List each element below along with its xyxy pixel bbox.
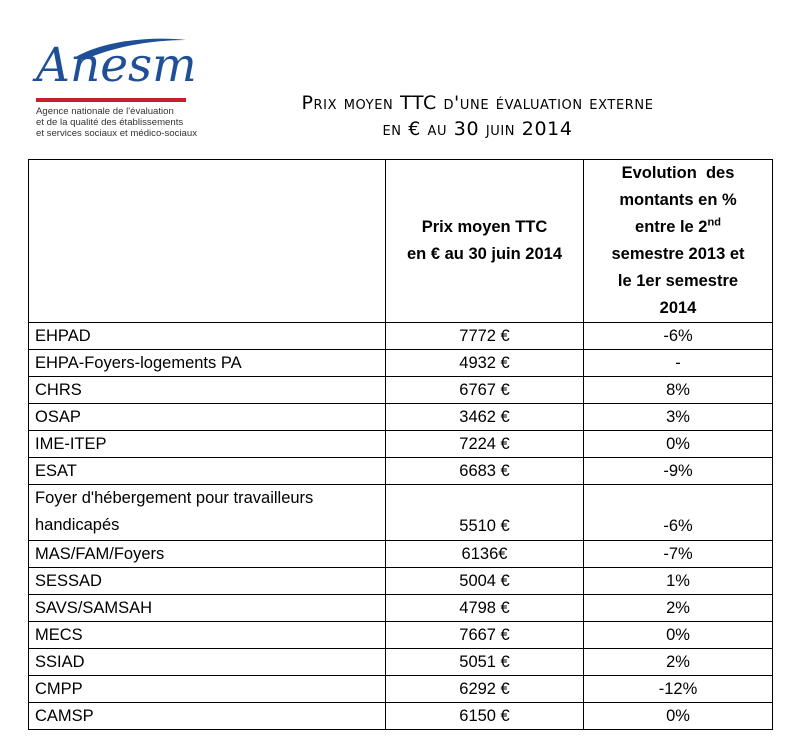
row-evolution: -6% (584, 485, 773, 541)
page-title-line2: en € au 30 juin 2014 (382, 118, 573, 140)
logo-tagline (36, 106, 197, 139)
header-evolution-line4: semestre 2013 et (611, 245, 745, 263)
table-row (29, 703, 773, 730)
table-row (29, 485, 773, 541)
table-row (29, 622, 773, 649)
row-price: 6292 € (386, 676, 584, 703)
table-row (29, 377, 773, 404)
table-header-row (29, 160, 773, 323)
row-price: 4932 € (386, 350, 584, 377)
row-evolution: 3% (584, 404, 773, 431)
table-row (29, 404, 773, 431)
row-evolution: 2% (584, 649, 773, 676)
table-row (29, 676, 773, 703)
row-name: EHPA-Foyers-logements PA (29, 350, 386, 377)
row-price: 7667 € (386, 622, 584, 649)
header-evolution-line6: 2014 (659, 299, 697, 317)
row-name: MAS/FAM/Foyers (29, 541, 386, 568)
row-evolution: 0% (584, 622, 773, 649)
row-name: EHPAD (29, 323, 386, 350)
row-price: 6136€ (386, 541, 584, 568)
row-price: 7224 € (386, 431, 584, 458)
header-evolution-line5: le 1er semestre (617, 272, 739, 290)
header-price-line2: en € au 30 juin 2014 (407, 245, 562, 263)
page-title (210, 90, 745, 142)
row-evolution: 2% (584, 595, 773, 622)
header-cell-price (386, 160, 584, 323)
header-cell-evolution (584, 160, 773, 323)
header-cell-blank (29, 160, 386, 323)
row-name: SESSAD (29, 568, 386, 595)
row-price: 5510 € (386, 485, 584, 541)
row-name: MECS (29, 622, 386, 649)
row-evolution: -7% (584, 541, 773, 568)
row-name: IME-ITEP (29, 431, 386, 458)
row-name: CHRS (29, 377, 386, 404)
row-name (29, 485, 386, 541)
row-price: 6683 € (386, 458, 584, 485)
page-title-line1: Prix moyen TTC d'une évaluation externe (301, 92, 654, 114)
row-name: OSAP (29, 404, 386, 431)
row-evolution: 1% (584, 568, 773, 595)
logo-tagline-line: Agence nationale de l'évaluation (36, 106, 174, 117)
row-name: SSIAD (29, 649, 386, 676)
table-row (29, 458, 773, 485)
row-name: CAMSP (29, 703, 386, 730)
table-row (29, 568, 773, 595)
header-price-line1: Prix moyen TTC (421, 218, 548, 236)
anesm-logo (34, 36, 198, 148)
row-name: SAVS/SAMSAH (29, 595, 386, 622)
row-price: 4798 € (386, 595, 584, 622)
logo-tagline-line: et services sociaux et médico-sociaux (36, 128, 198, 139)
row-evolution: 0% (584, 703, 773, 730)
header-evolution-line2: montants en % (619, 191, 737, 209)
row-name-line1: Foyer d'hébergement pour travailleurs (35, 489, 314, 507)
row-evolution: 8% (584, 377, 773, 404)
table-row (29, 649, 773, 676)
logo-red-bar (36, 98, 186, 102)
row-price: 5051 € (386, 649, 584, 676)
row-price: 5004 € (386, 568, 584, 595)
logo-tagline-line: et de la qualité des établissements (36, 117, 184, 128)
row-evolution: 0% (584, 431, 773, 458)
row-name: CMPP (29, 676, 386, 703)
table-row (29, 323, 773, 350)
row-evolution: -12% (584, 676, 773, 703)
row-name: ESAT (29, 458, 386, 485)
table-row (29, 431, 773, 458)
header-evolution-line1: Evolution des (621, 164, 735, 182)
header-evolution-line3 (590, 214, 766, 241)
price-table (28, 159, 773, 730)
table-row (29, 541, 773, 568)
table-row (29, 350, 773, 377)
row-evolution: -9% (584, 458, 773, 485)
row-price: 7772 € (386, 323, 584, 350)
table-row (29, 595, 773, 622)
row-evolution: - (584, 350, 773, 377)
row-name-line2: handicapés (35, 516, 120, 534)
row-price: 6767 € (386, 377, 584, 404)
row-price: 3462 € (386, 404, 584, 431)
row-evolution: -6% (584, 323, 773, 350)
logo-wordmark: Anesm (36, 38, 197, 93)
header-evolution-superscript: nd (707, 216, 721, 229)
row-price: 6150 € (386, 703, 584, 730)
header-evolution-line3-text: entre le 2 (635, 218, 708, 236)
